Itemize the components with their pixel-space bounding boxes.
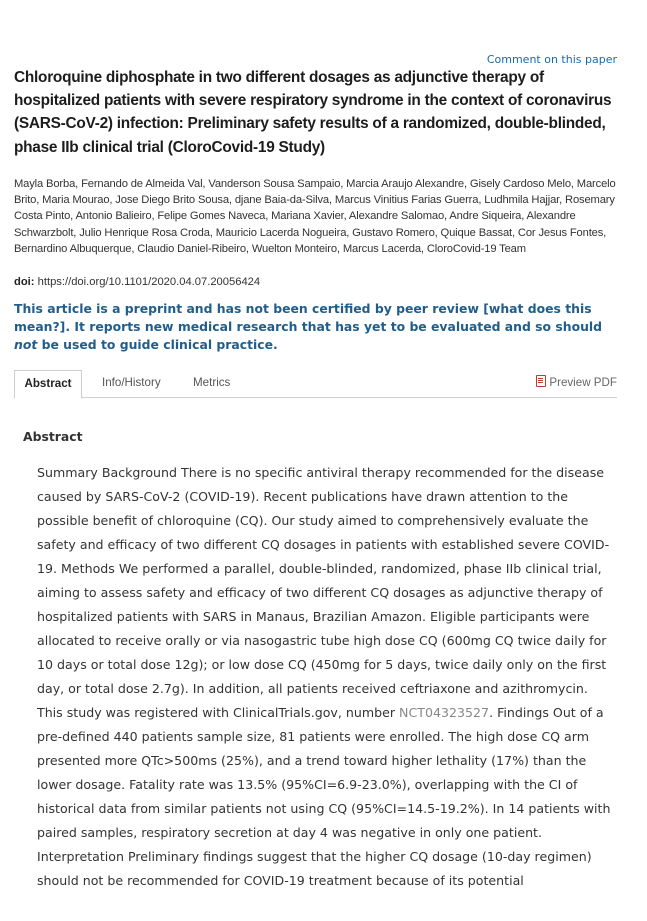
article-tabs: [14, 370, 617, 398]
doi-label: doi:: [14, 276, 35, 288]
paper-title: Chloroquine diphosphate in two different dosages as adjunctive therapy of hospitalized patients with severe respiratory syndrome in the context of coronavirus (SARS-CoV-2) infection: Preliminary safety results of a randomized, double-blinded, phase IIb clinical trial (CloroCovid-19 Study): [14, 69, 612, 156]
pdf-document-icon: [536, 375, 546, 387]
doi-line: [14, 276, 260, 288]
preprint-notice-emphasis: not: [14, 337, 38, 353]
abstract-text-part2: . Findings Out of a pre-defined 440 patients sample size, 81 patients were enrolled. The high dose CQ arm presented more QTc>500ms (25%), and a trend toward higher lethality (17%) than the lower dosage. Fatality rate was 13.5% (95%CI=6.9-23.0%), overlapping with the CI of historical data from similar patients not using CQ (95%CI=14.5-19.2%). In 14 patients with paired samples, respiratory secretion at day 4 was negative in only one patient. Interpretation Preliminary findings suggest that the higher CQ dosage (10-day regimen) should not be recommended for COVID-19 treatment because of its potential: [37, 705, 611, 888]
preprint-notice-text: This article is a preprint and has not been certified by peer review [what does this mean?]. It reports new medical research that has yet to be evaluated and so should: [14, 301, 603, 335]
author-list: Mayla Borba, Fernando de Almeida Val, Vanderson Sousa Sampaio, Marcia Araujo Alexandre, Gisely Cardoso Melo, Marcelo Brito, Maria Mourao, Jose Diego Brito Sousa, djane Baia-da-Silva, Marcus Vinitius Farias Guerra, Ludhmila Hajjar, Rosemary Costa Pinto, Antonio Balieiro, Felipe Gomes Naveca, Mariana Xavier, Alexandre Salomao, Andre Siqueira, Alexandre Schwarzbolt, Julio Henrique Rosa Croda, Mauricio Lacerda Nogueira, Gustavo Romero, Quique Bassat, Cor Jesus Fontes, Bernardino Albuquerque, Claudio Daniel-Ribeiro, Wuelton Monteiro, Marcus Lacerda, CloroCovid-19 Team: [14, 178, 616, 255]
tab-metrics[interactable]: Metrics: [193, 376, 231, 389]
preprint-notice-text-end: be used to guide clinical practice.: [37, 337, 278, 353]
abstract-text-part1: Summary Background There is no specific antiviral therapy recommended for the disease caused by SARS-CoV-2 (COVID-19). Recent publications have drawn attention to the possible benefit of chloroquine (CQ). Our study aimed to comprehensively evaluate the safety and efficacy of two different CQ dosages in patients with established severe COVID-19. Methods We performed a parallel, double-blinded, randomized, phase IIb clinical trial, aiming to assess safety and efficacy of two different CQ dosages as adjunctive therapy of hospitalized patients with SARS in Manaus, Brazilian Amazon. Eligible participants were allocated to receive orally or via nasogastric tube high dose CQ (600mg CQ twice daily for 10 days or total dose 12g); or low dose CQ (450mg for 5 days, twice daily only on the first day, or total dose 2.7g). In addition, all patients received ceftriaxone and azithromycin. This study was registered with ClinicalTrials.gov, number: [37, 465, 610, 720]
clinical-trial-link[interactable]: NCT04323527: [399, 705, 490, 720]
abstract-heading: Abstract: [23, 429, 83, 444]
preprint-notice: [14, 300, 626, 355]
doi-link[interactable]: https://doi.org/10.1101/2020.04.07.20056424: [37, 276, 261, 288]
abstract-body: [37, 461, 617, 893]
comment-on-paper-link[interactable]: Comment on this paper: [486, 53, 617, 66]
tab-abstract[interactable]: Abstract: [14, 370, 82, 399]
preview-pdf-label: Preview PDF: [549, 376, 617, 389]
tab-info-history[interactable]: Info/History: [102, 376, 161, 389]
preview-pdf-button[interactable]: [536, 370, 617, 396]
